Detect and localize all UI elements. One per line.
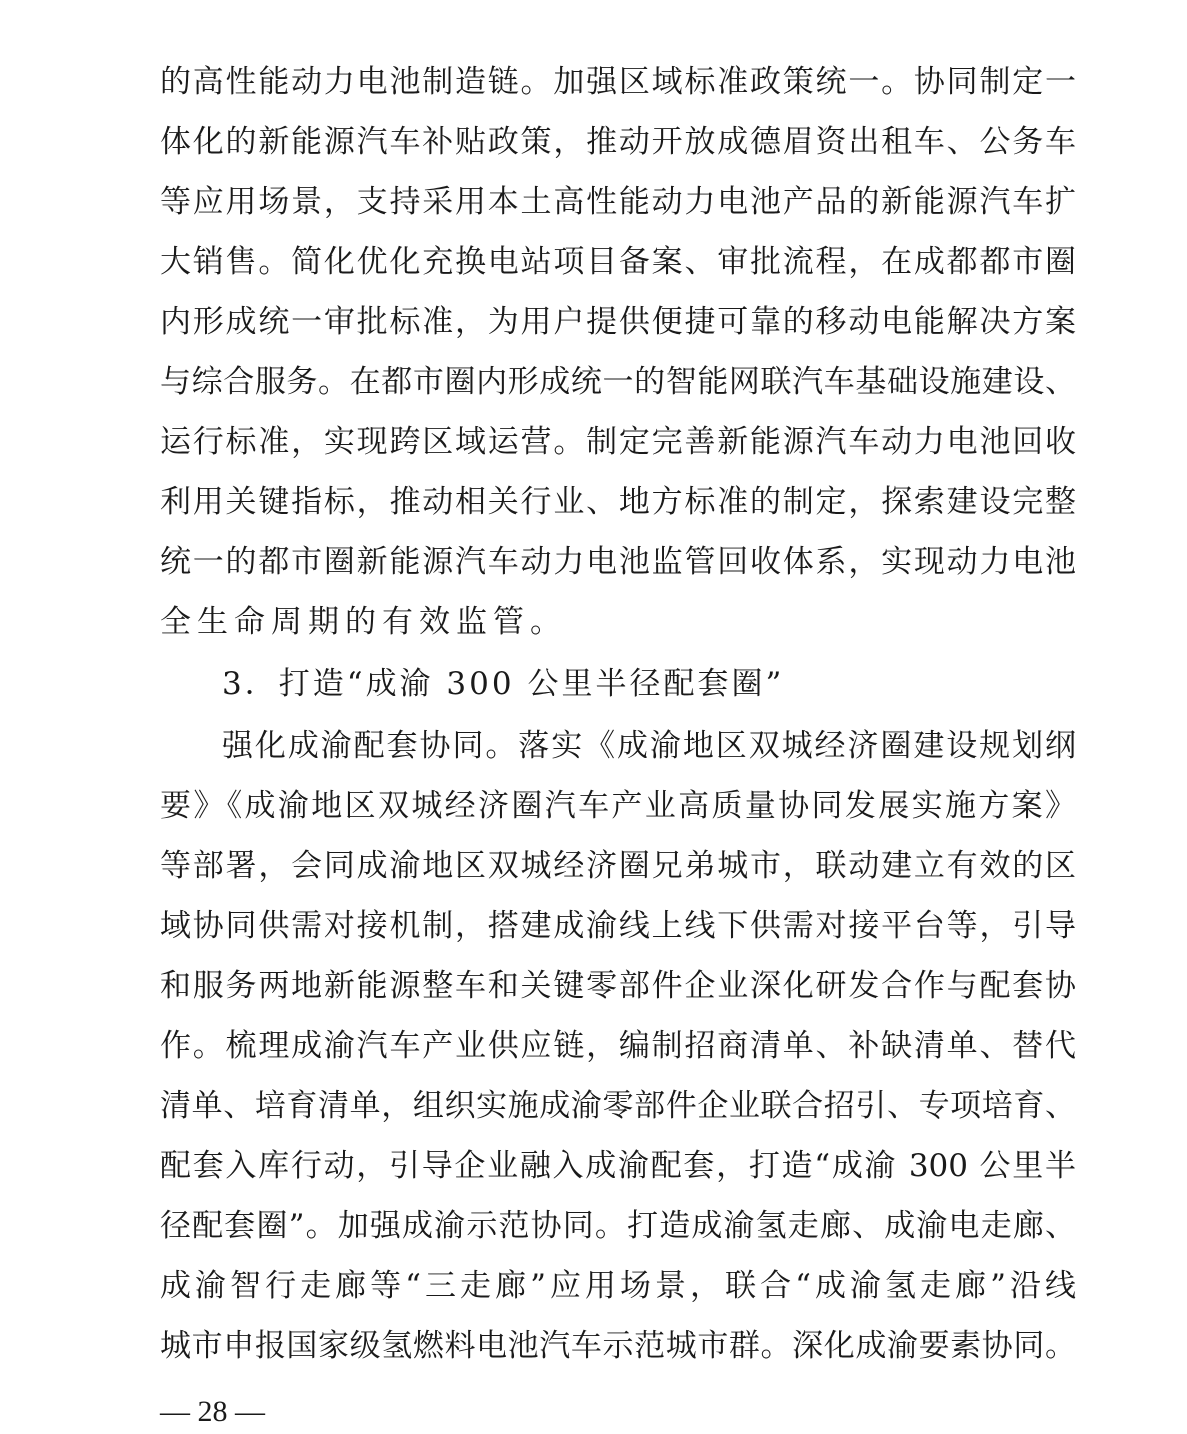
body-text-line: 成渝智行走廊等“三走廊”应用场景，联合“成渝氢走廊”沿线 bbox=[160, 1268, 1076, 1304]
body-text-line: 城市申报国家级氢燃料电池汽车示范城市群。深化成渝要素协同。 bbox=[160, 1328, 1076, 1364]
section-heading: 3．打造“成渝 300 公里半径配套圈” bbox=[222, 666, 785, 702]
body-text-line: 清单、培育清单，组织实施成渝零部件企业联合招引、专项培育、 bbox=[160, 1088, 1076, 1124]
body-text-line: 配套入库行动，引导企业融入成渝配套，打造“成渝 300 公里半 bbox=[160, 1148, 1076, 1184]
body-text-line: 运行标准，实现跨区域运营。制定完善新能源汽车动力电池回收 bbox=[160, 424, 1076, 460]
body-text-line: 等应用场景，支持采用本土高性能动力电池产品的新能源汽车扩 bbox=[160, 184, 1076, 220]
body-text-line: 全生命周期的有效监管。 bbox=[160, 604, 567, 640]
body-text-line: 径配套圈”。加强成渝示范协同。打造成渝氢走廊、成渝电走廊、 bbox=[160, 1208, 1076, 1244]
body-text-line: 等部署，会同成渝地区双城经济圈兄弟城市，联动建立有效的区 bbox=[160, 848, 1076, 884]
page-number: — 28 — bbox=[160, 1395, 265, 1428]
body-text-line: 内形成统一审批标准，为用户提供便捷可靠的移动电能解决方案 bbox=[160, 304, 1076, 340]
body-text-line: 与综合服务。在都市圈内形成统一的智能网联汽车基础设施建设、 bbox=[160, 364, 1076, 400]
body-text-line: 体化的新能源汽车补贴政策，推动开放成德眉资出租车、公务车 bbox=[160, 124, 1076, 160]
body-text-line: 和服务两地新能源整车和关键零部件企业深化研发合作与配套协 bbox=[160, 968, 1076, 1004]
body-text-line: 统一的都市圈新能源汽车动力电池监管回收体系，实现动力电池 bbox=[160, 544, 1076, 580]
paragraph-first-line: 强化成渝配套协同。落实《成渝地区双城经济圈建设规划纲 bbox=[222, 728, 1076, 764]
body-text-line: 的高性能动力电池制造链。加强区域标准政策统一。协同制定一 bbox=[160, 64, 1076, 100]
body-text-line: 利用关键指标，推动相关行业、地方标准的制定，探索建设完整 bbox=[160, 484, 1076, 520]
body-text-line: 要》《成渝地区双城经济圈汽车产业高质量协同发展实施方案》 bbox=[160, 788, 1076, 824]
body-text-line: 大销售。简化优化充换电站项目备案、审批流程，在成都都市圈 bbox=[160, 244, 1076, 280]
body-text-line: 作。梳理成渝汽车产业供应链，编制招商清单、补缺清单、替代 bbox=[160, 1028, 1076, 1064]
body-text-line: 域协同供需对接机制，搭建成渝线上线下供需对接平台等，引导 bbox=[160, 908, 1076, 944]
